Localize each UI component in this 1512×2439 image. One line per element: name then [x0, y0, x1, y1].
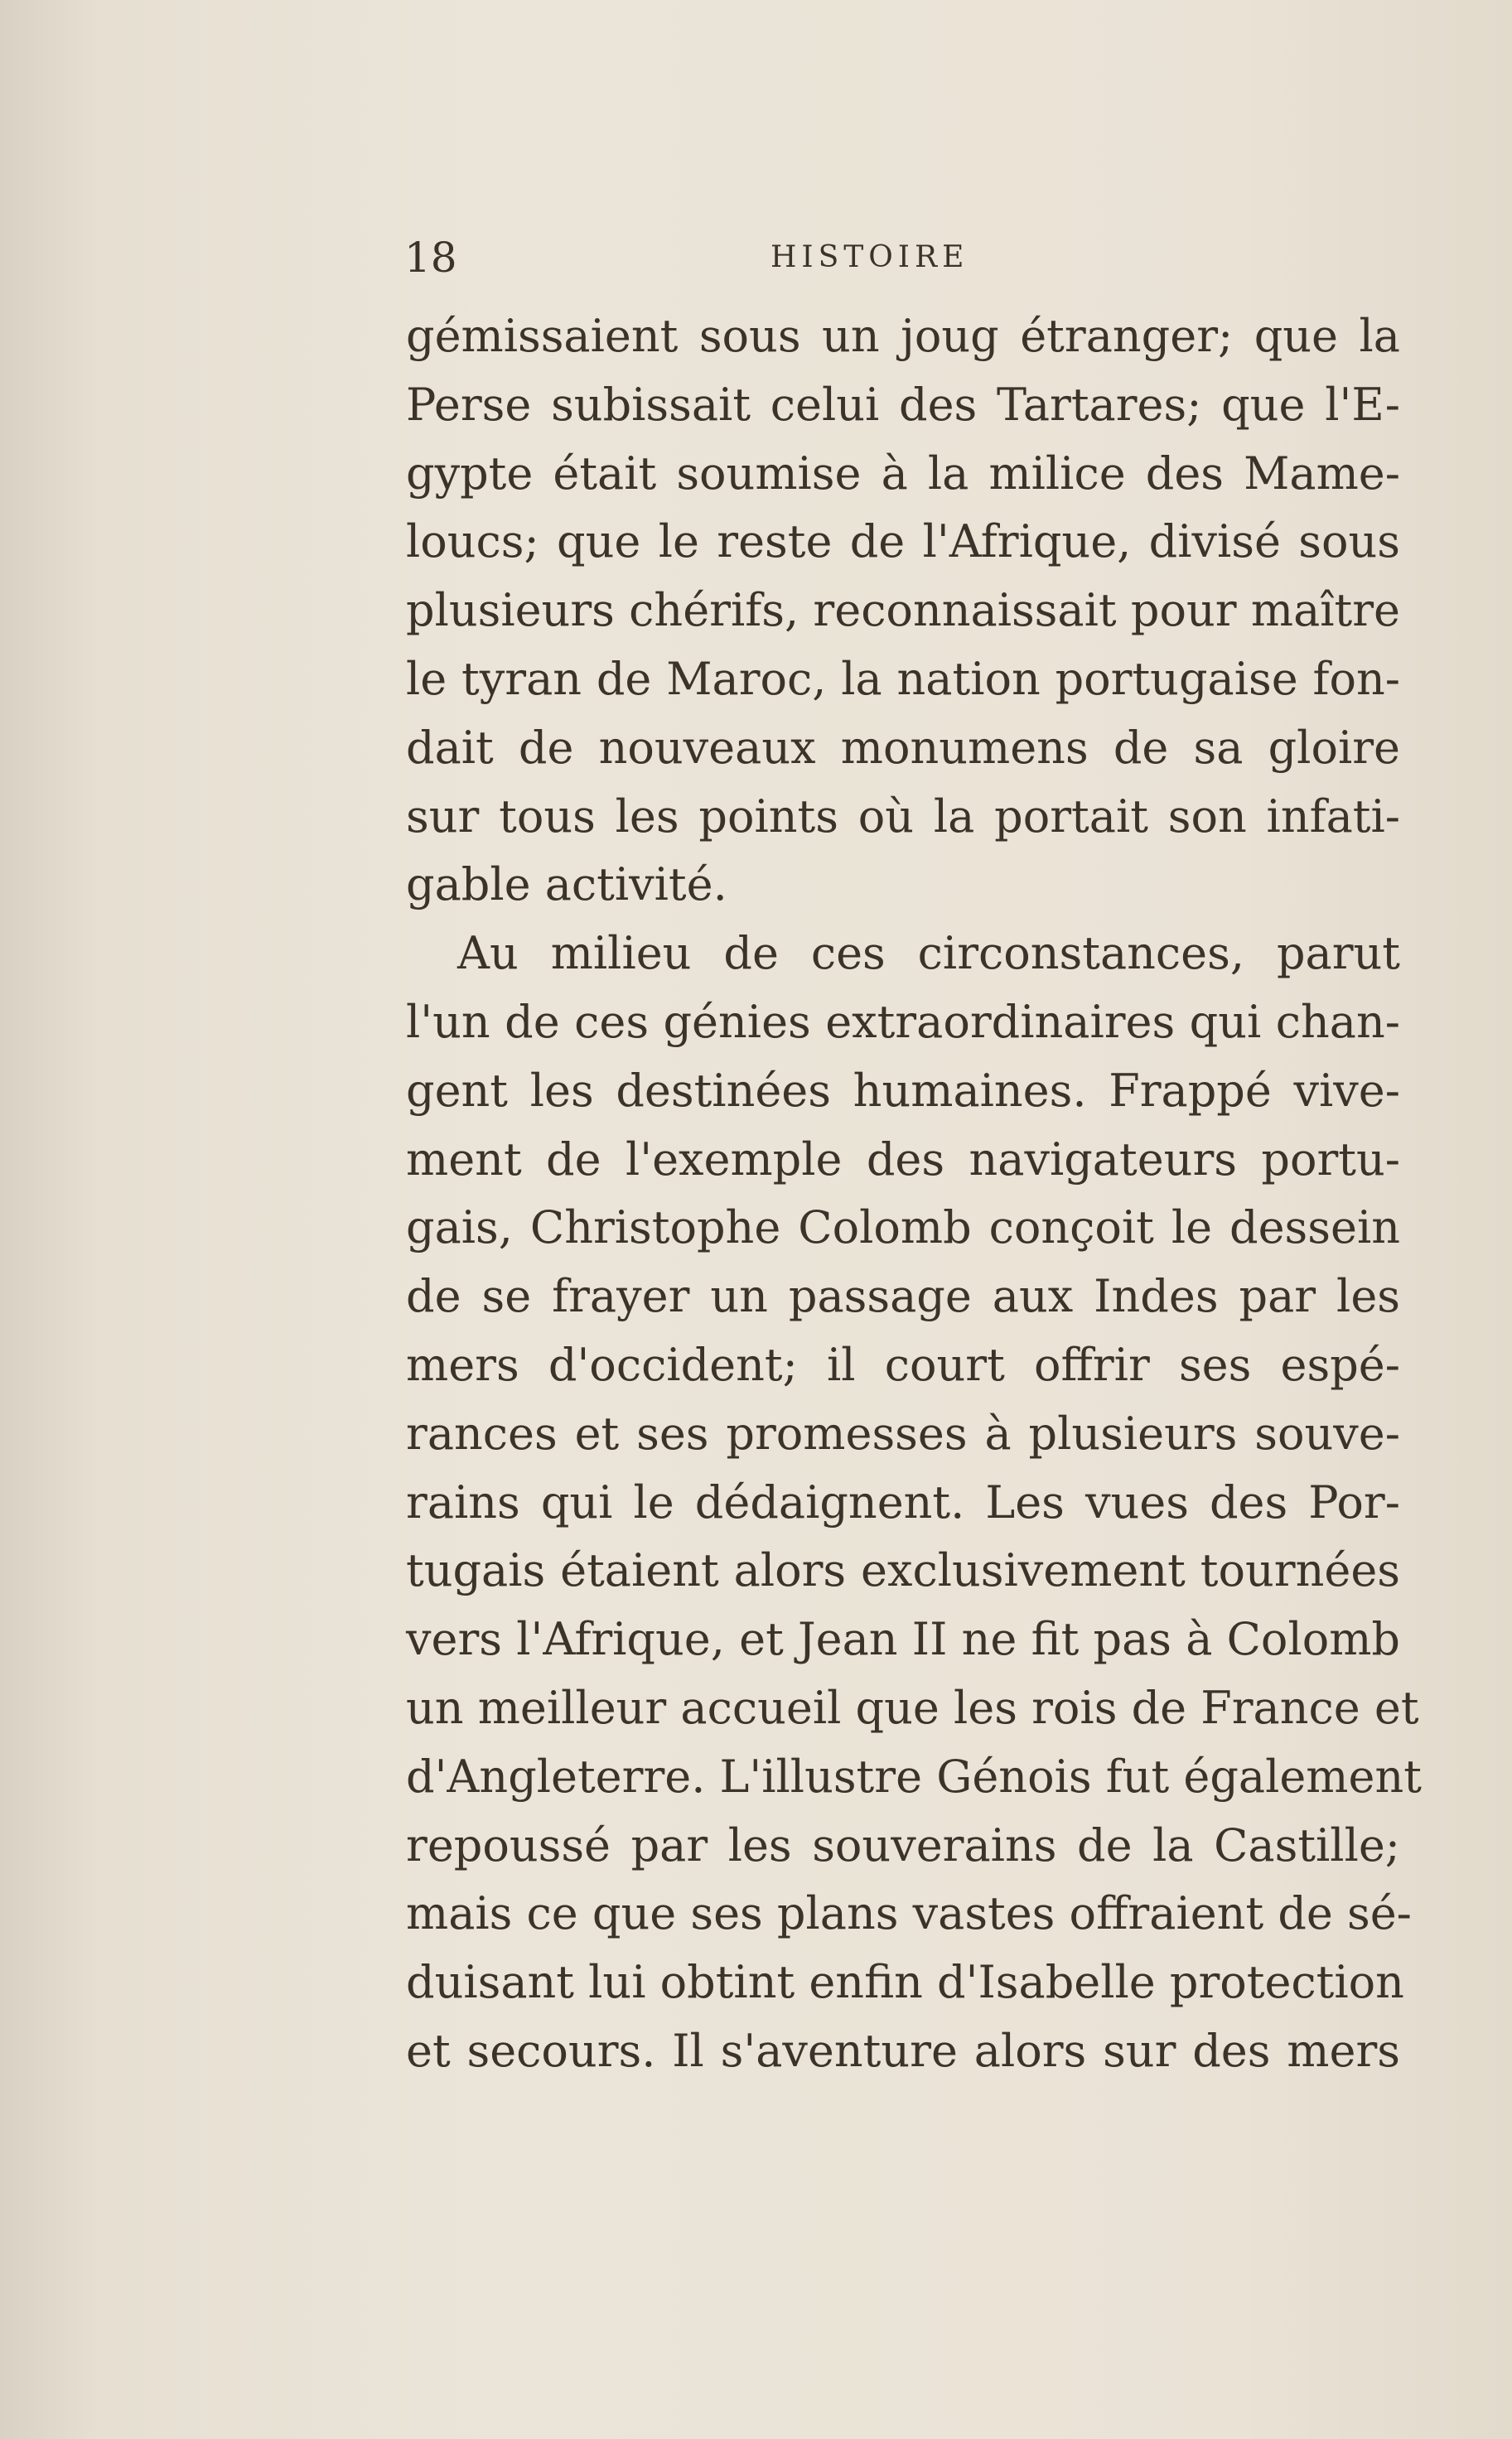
text-line: Au milieu de ces circonstances, parut: [457, 927, 1400, 980]
page-body-text: [406, 302, 1422, 2086]
text-line: loucs; que le reste de l'Afrique, divisé sous: [406, 515, 1400, 568]
text-line: mers d'occident; il court offrir ses espé-: [406, 1338, 1400, 1391]
text-line: repoussé par les souverains de la Castille;: [406, 1818, 1400, 1872]
page-number: 18: [404, 234, 457, 282]
text-line: gémissaient sous un joug étranger; que la: [406, 310, 1400, 362]
text-line: mais ce que ses plans vastes offraient de sé-: [406, 1887, 1412, 1940]
text-line: sur tous les points où la portait son infati-: [406, 790, 1400, 843]
text-line: Perse subissait celui des Tartares; que l'E-: [406, 378, 1400, 431]
text-line: dait de nouveaux monumens de sa gloire: [406, 721, 1400, 774]
text-line: vers l'Afrique, et Jean II ne fit pas à Colomb: [406, 1613, 1400, 1666]
text-line: gent les destinées humaines. Frappé vive-: [406, 1064, 1400, 1117]
text-line: de se frayer un passage aux Indes par les: [406, 1270, 1400, 1323]
text-line: d'Angleterre. L'illustre Génois fut également: [406, 1750, 1422, 1803]
text-line: un meilleur accueil que les rois de France et: [406, 1681, 1419, 1734]
text-line: gais, Christophe Colomb conçoit le dessein: [406, 1201, 1400, 1254]
text-line: gable activité.: [406, 858, 727, 911]
text-line: et secours. Il s'aventure alors sur des mers: [406, 2024, 1400, 2077]
text-line: l'un de ces génies extraordinaires qui chan-: [406, 995, 1400, 1048]
text-line: rances et ses promesses à plusieurs souve-: [406, 1407, 1400, 1460]
text-line: ment de l'exemple des navigateurs portu-: [406, 1133, 1400, 1186]
text-line: gypte était soumise à la milice des Mame-: [406, 447, 1400, 500]
text-line: plusieurs chérifs, reconnaissait pour maître: [406, 584, 1400, 637]
text-line: rains qui le dédaignent. Les vues des Por-: [406, 1475, 1400, 1529]
text-line: duisant lui obtint enfin d'Isabelle protection: [406, 1956, 1404, 2009]
text-line: tugais étaient alors exclusivement tournées: [406, 1544, 1400, 1597]
running-title: HISTOIRE: [770, 240, 969, 274]
text-line: le tyran de Maroc, la nation portugaise fon-: [406, 652, 1400, 705]
